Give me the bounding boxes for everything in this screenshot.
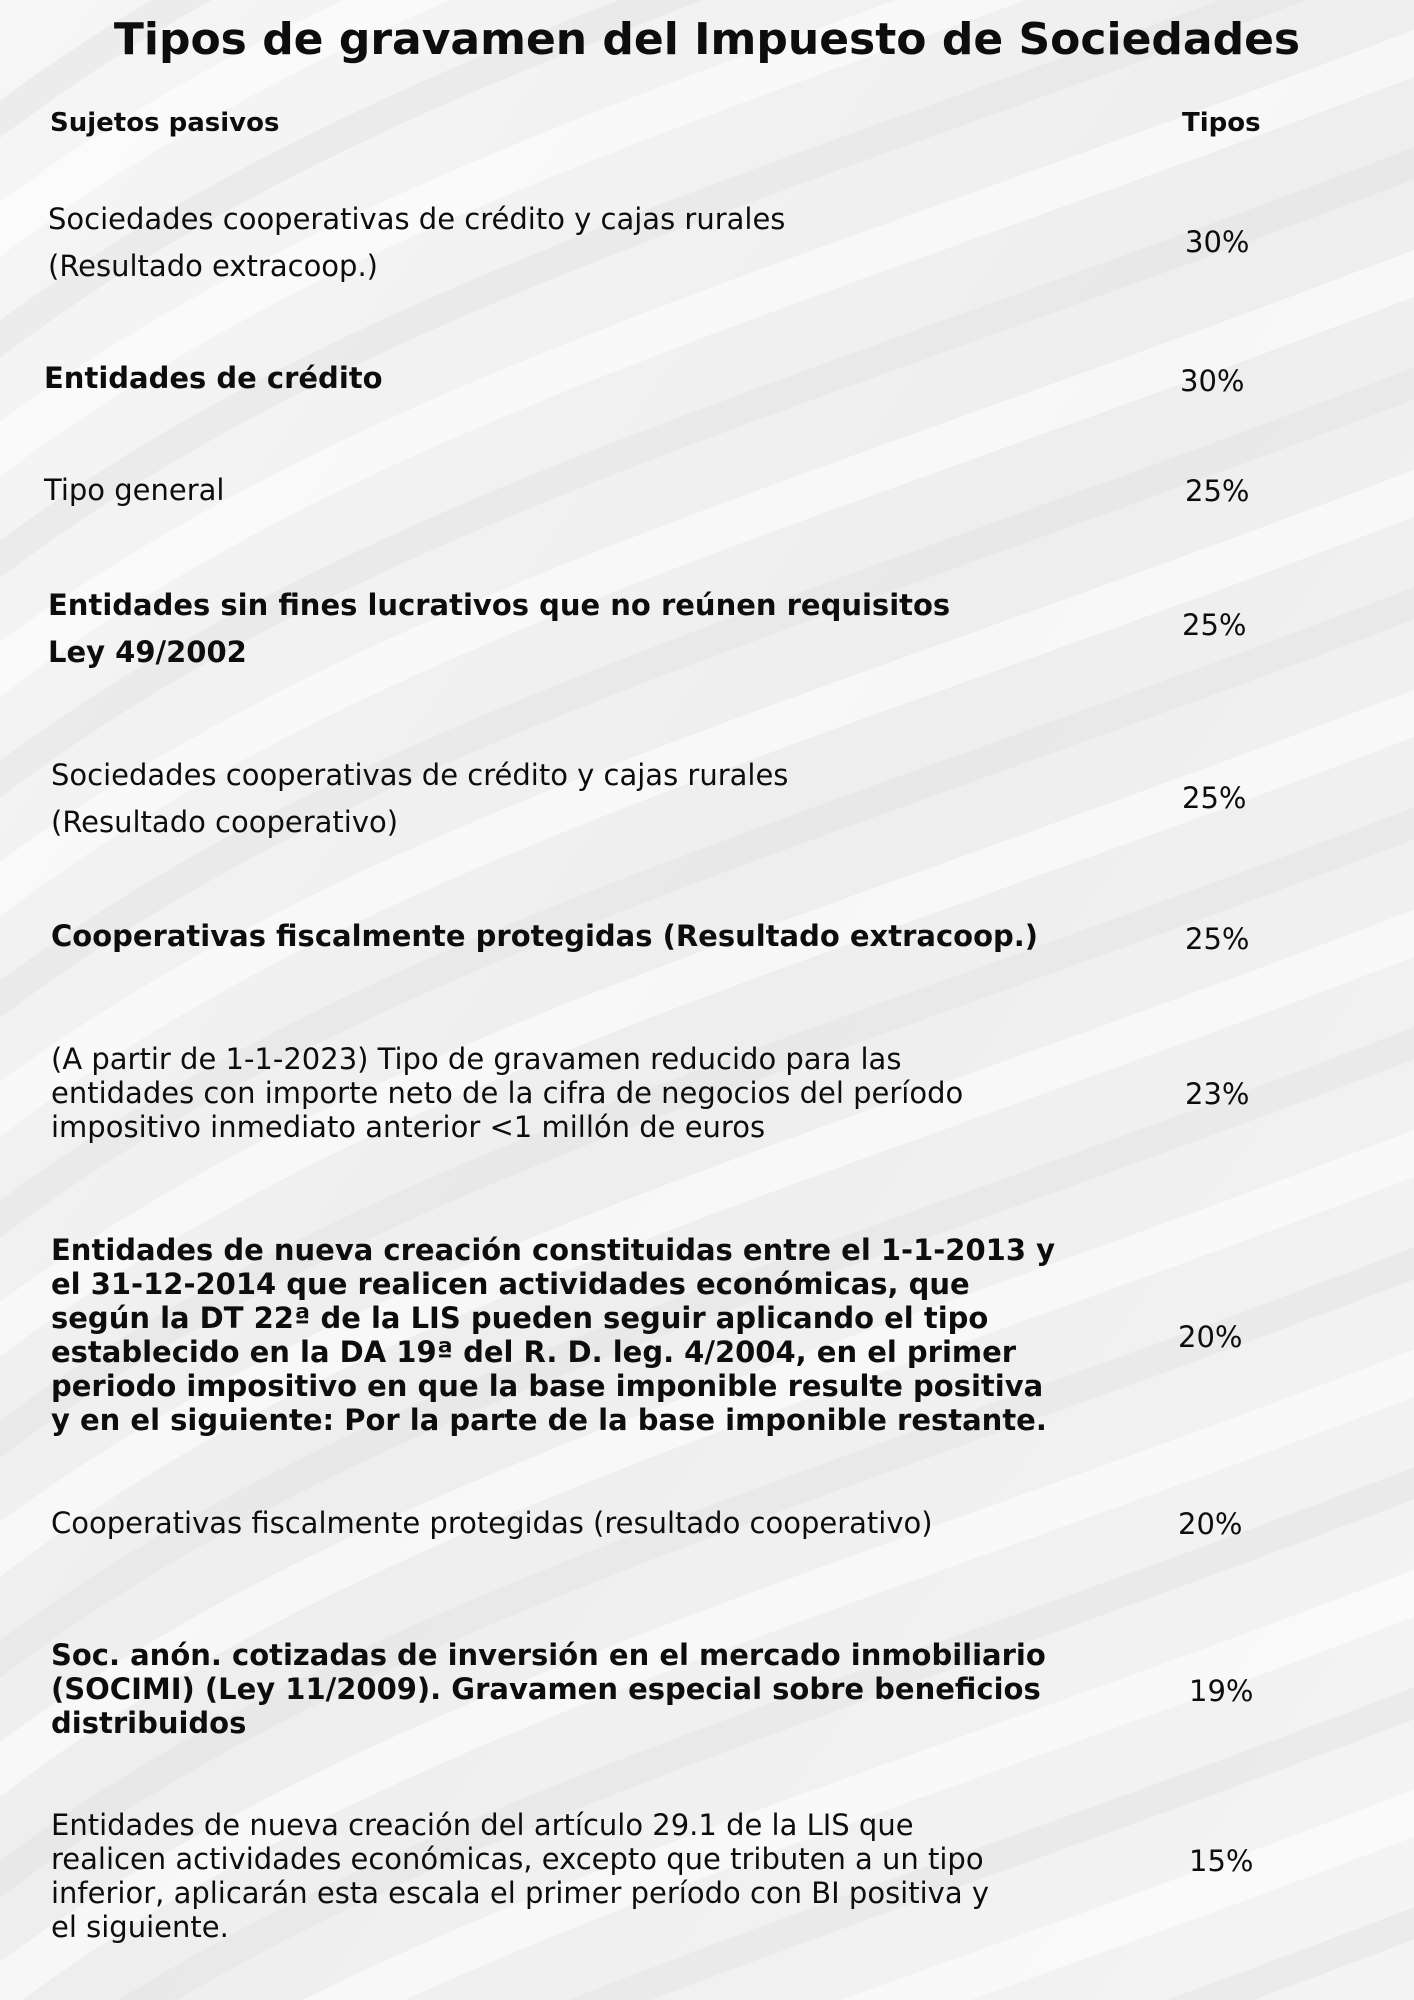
row-subject (51, 1808, 989, 1944)
row-rate: 20% (1178, 1320, 1243, 1354)
row-subject-line: Entidades sin fines lucrativos que no reúnen requisitos (48, 588, 951, 622)
row-subject-line: Entidades de crédito (44, 361, 383, 395)
row-subject-line: Sociedades cooperativas de crédito y cajas rurales (51, 758, 789, 792)
row-subject-line: Soc. anón. cotizadas de inversión en el mercado inmobiliario (51, 1638, 1046, 1672)
row-subject-line: impositivo inmediato anterior <1 millón de euros (51, 1110, 766, 1144)
row-subject-line: (Resultado extracoop.) (48, 249, 378, 283)
row-subject (48, 582, 950, 676)
row-subject-line: Tipo general (44, 473, 225, 507)
row-subject-line: entidades con importe neto de la cifra de negocios del período (51, 1076, 964, 1110)
page-title: Tipos de gravamen del Impuesto de Sociedades (113, 14, 1301, 65)
row-subject (51, 1500, 933, 1547)
row-subject-line: inferior, aplicarán esta escala el primer período con BI positiva y (51, 1876, 989, 1910)
row-subject (44, 355, 383, 402)
row-subject (51, 1638, 1046, 1740)
row-subject-line: distribuidos (51, 1706, 247, 1740)
row-rate: 25% (1185, 474, 1250, 508)
row-subject-line: (A partir de 1-1-2023) Tipo de gravamen reducido para las (51, 1042, 902, 1076)
row-rate: 23% (1185, 1077, 1250, 1111)
row-subject (51, 1233, 1055, 1437)
row-subject-line: (SOCIMI) (Ley 11/2009). Gravamen especial sobre beneficios (51, 1672, 1041, 1706)
row-subject-line: Ley 49/2002 (48, 635, 247, 669)
row-subject-line: el 31-12-2014 que realicen actividades económicas, que (51, 1267, 970, 1301)
row-subject-line: establecido en la DA 19ª del R. D. leg. 4/2004, en el primer (51, 1335, 1017, 1369)
row-rate: 15% (1189, 1844, 1254, 1878)
row-subject-line: Cooperativas fiscalmente protegidas (resultado cooperativo) (51, 1506, 933, 1540)
row-subject-line: el siguiente. (51, 1910, 229, 1944)
row-subject (51, 1042, 963, 1144)
row-subject-line: Entidades de nueva creación constituidas entre el 1-1-2013 y (51, 1233, 1055, 1267)
row-rate: 25% (1185, 922, 1250, 956)
row-subject (44, 467, 224, 514)
row-subject (48, 196, 785, 290)
row-subject-line: y en el siguiente: Por la parte de la base imponible restante. (51, 1403, 1047, 1437)
row-subject-line: según la DT 22ª de la LIS pueden seguir aplicando el tipo (51, 1301, 989, 1335)
row-subject-line: Cooperativas fiscalmente protegidas (Resultado extracoop.) (51, 919, 1039, 953)
row-rate: 30% (1185, 225, 1250, 259)
row-rate: 20% (1178, 1507, 1243, 1541)
column-header-rates: Tipos (1182, 108, 1261, 138)
row-subject (51, 913, 1038, 960)
row-subject-line: Entidades de nueva creación del artículo 29.1 de la LIS que (51, 1808, 914, 1842)
row-subject-line: Sociedades cooperativas de crédito y cajas rurales (48, 202, 786, 236)
row-subject-line: realicen actividades económicas, excepto que tributen a un tipo (51, 1842, 984, 1876)
row-subject-line: periodo impositivo en que la base imponible resulte positiva (51, 1369, 1044, 1403)
row-rate: 25% (1182, 781, 1247, 815)
row-subject (51, 752, 788, 846)
row-rate: 25% (1182, 608, 1247, 642)
row-rate: 19% (1189, 1674, 1254, 1708)
row-subject-line: (Resultado cooperativo) (51, 805, 399, 839)
row-rate: 30% (1180, 364, 1245, 398)
column-header-subjects: Sujetos pasivos (50, 108, 280, 138)
